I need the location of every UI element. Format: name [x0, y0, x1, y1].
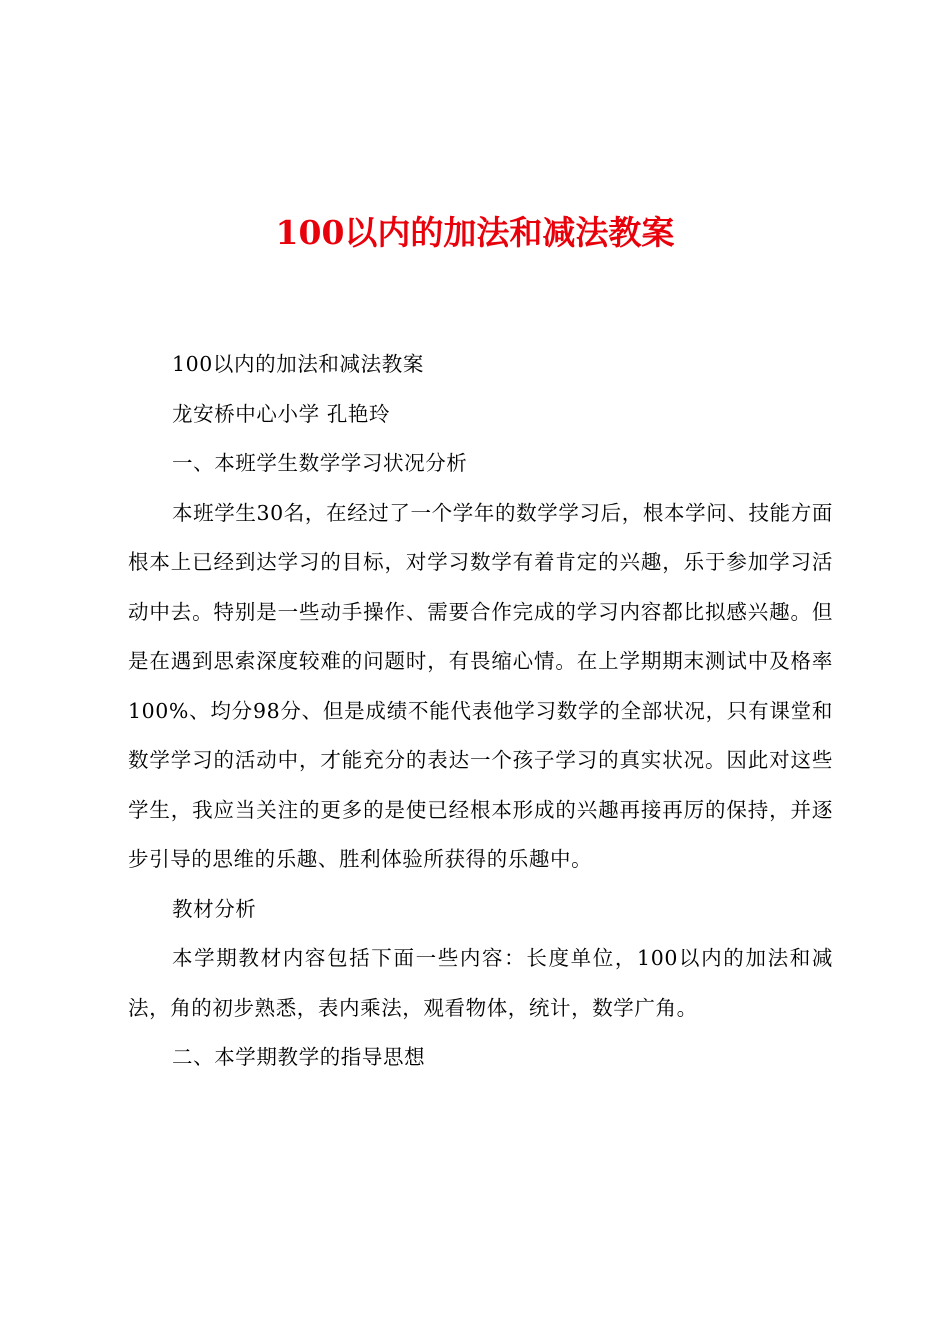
paragraph-author: 龙安桥中心小学 孔艳玲	[172, 401, 391, 426]
section-heading-guiding-ideas: 二、本学期教学的指导思想	[172, 1045, 426, 1069]
document-title: 100以内的加法和减法教案	[275, 213, 675, 252]
paragraph-class-analysis: 本班学生30名，在经过了一个学年的数学学习后，根本学问、技能方面根本上已经到达学习的目标，对学习数学有着肯定的兴趣，乐于参加学习活动中去。特别是一些动手操作、需要合作完成的学习内容都比拟感兴趣。但是在遇到思索深度较难的问题时，有畏缩心情。在上学期期末测试中及格率100%、均分98分、但是成绩不能代表他学习数学的全部状况，只有课堂和数学学习的活动中，才能充分的表达一个孩子学习的真实状况。因此对这些学生，我应当关注的更多的是使已经根本形成的兴趣再接再厉的保持，并逐步引导的思维的乐趣、胜利体验所获得的乐趣中。	[128, 500, 833, 871]
paragraph-subtitle: 100以内的加法和减法教案	[172, 352, 424, 376]
section-heading-textbook: 教材分析	[172, 896, 257, 921]
section-heading-analysis: 一、本班学生数学学习状况分析	[172, 451, 468, 475]
document-body	[128, 340, 833, 1083]
paragraph-textbook-content: 本学期教材内容包括下面一些内容：长度单位，100以内的加法和减法，角的初步熟悉，表内乘法，观看物体，统计，数学广角。	[128, 946, 833, 1020]
